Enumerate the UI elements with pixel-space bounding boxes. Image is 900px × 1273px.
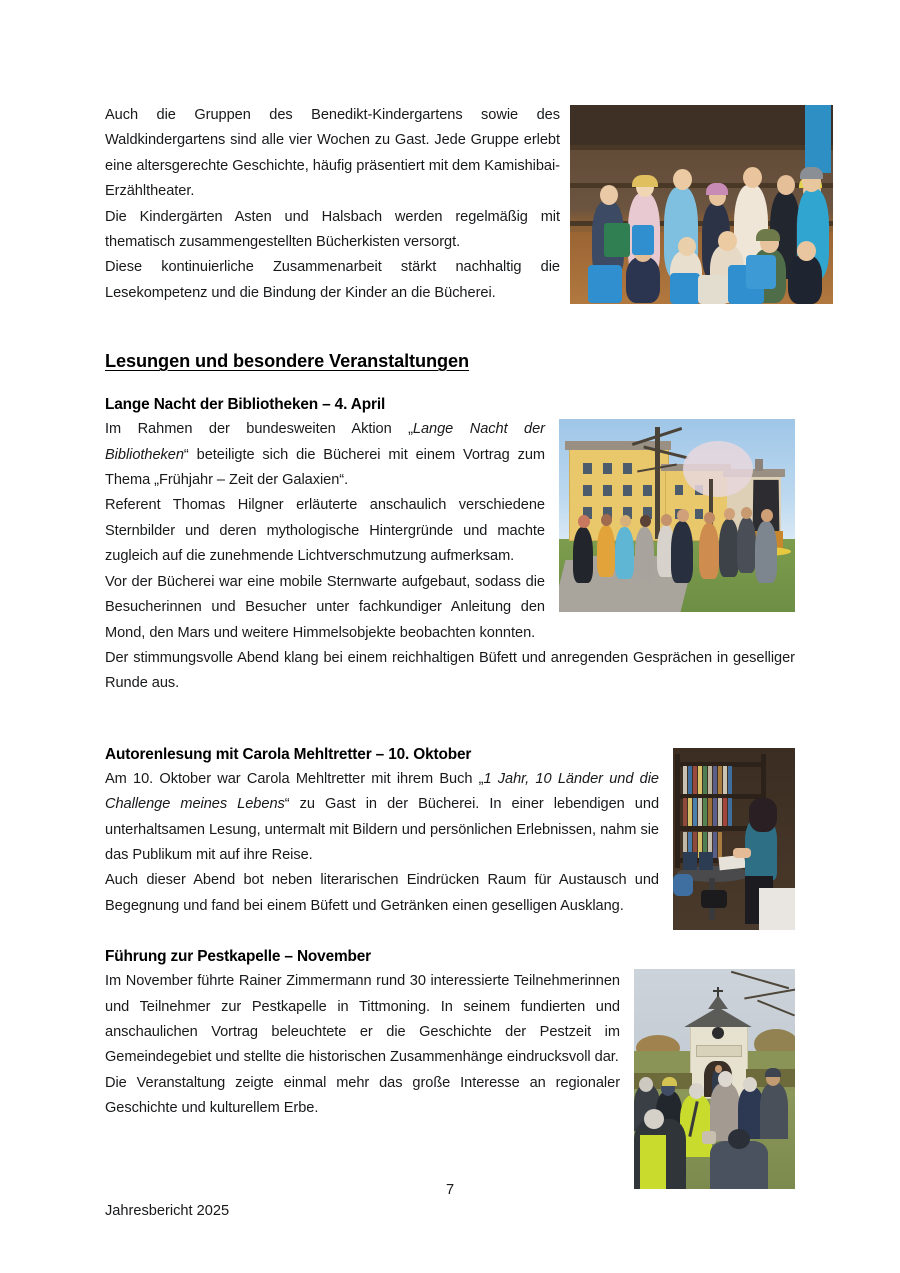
section-heading-veranstaltungen: Lesungen und besondere Veranstaltungen <box>105 351 470 372</box>
intro-block <box>105 103 560 306</box>
footer-document-title: Jahresbericht 2025 <box>105 1203 230 1219</box>
event1-paragraph-3: Vor der Bücherei war eine mobile Sternwarte aufgebaut, sodass die Besucherinnen und Besucher unter fachkundiger Anleitung den Mond, den Mars und weitere Himmelsobjekte beobachten konnten. <box>105 573 545 641</box>
event2-italic-title: 1 Jahr, 10 Länder und die Challenge meines Lebens <box>105 770 659 813</box>
event1-text-after-italic: “ beteiligte sich die Bücherei mit einem Vortrag zum Thema „Frühjahr – Zeit der Galaxien“. <box>105 446 545 489</box>
event1-paragraph-2: Referent Thomas Hilgner erläuterte anschaulich verschiedene Sternbilder und deren mythologische Hintergründe und machte zugleich auf die zunehmende Lichtverschmutzung aufmerksam. <box>105 497 545 565</box>
event1-italic-title: Lange Nacht der Bibliotheken <box>105 421 545 463</box>
event3-paragraph-1: Im November führte Rainer Zimmermann rund 30 interessierte Teilnehmerinnen und Teilnehmer zur Pestkapelle in Tittmoning. In seinem fundierten und anschaulichen Vortrag beleuchtete er die Geschichte der Pestzeit im Gemeindegebiet und stellte die historischen Zusammenhänge eindrucksvoll dar. <box>105 973 620 1066</box>
photo-sternwarte-abend <box>559 419 795 612</box>
event-heading-lange-nacht: Lange Nacht der Bibliotheken – 4. April <box>105 396 386 414</box>
event2-text-after-italic: “ zu Gast in der Bücherei. In einer lebendigen und unterhaltsamen Lesung, untermalt mit Bildern und persönlichen Erlebnissen, nahm sie das Publikum mit auf ihre Reise. <box>105 796 660 863</box>
event2-paragraph-2: Auch dieser Abend bot neben literarischen Eindrücken Raum für Austausch und Begegnung und fand bei einem Büfett und Getränken einen geselligen Ausklang. <box>105 872 659 914</box>
photo-autorenlesung <box>673 748 795 930</box>
event-heading-pestkapelle: Führung zur Pestkapelle – November <box>105 948 372 966</box>
page-number: 7 <box>445 1182 455 1198</box>
intro-paragraph-1: Auch die Gruppen des Benedikt-Kindergartens sowie des Waldkindergartens sind alle vier Wochen zu Gast. Jede Gruppe erlebt eine altersgerechte Geschichte, häufig präsentiert mit dem Kamishibai-Erzähltheater. <box>105 107 560 200</box>
event1-paragraph-4: Der stimmungsvolle Abend klang bei einem reichhaltigen Büfett und anregenden Gesprächen in geselliger Runde aus. <box>105 649 795 692</box>
intro-paragraph-2: Die Kindergärten Asten und Halsbach werden regelmäßig mit thematisch zusammengestellten Bücherkisten versorgt. <box>105 208 560 251</box>
event2-text-before-italic: Am 10. Oktober war Carola Mehltretter mit ihrem Buch „ <box>105 770 484 787</box>
event3-paragraph-2: Die Veranstaltung zeigte einmal mehr das große Interesse an regionaler Geschichte und kulturellem Erbe. <box>105 1074 620 1117</box>
event1-text-before-italic: Im Rahmen der bundesweiten Aktion „ <box>105 421 413 438</box>
photo-pestkapelle-fuehrung <box>634 969 795 1189</box>
page-content <box>105 103 795 1195</box>
event-heading-autorenlesung: Autorenlesung mit Carola Mehltretter – 10. Oktober <box>105 745 472 763</box>
intro-paragraph-3: Diese kontinuierliche Zusammenarbeit stärkt nachhaltig die Lesekompetenz und die Bindung der Kinder an die Bücherei. <box>105 259 560 301</box>
